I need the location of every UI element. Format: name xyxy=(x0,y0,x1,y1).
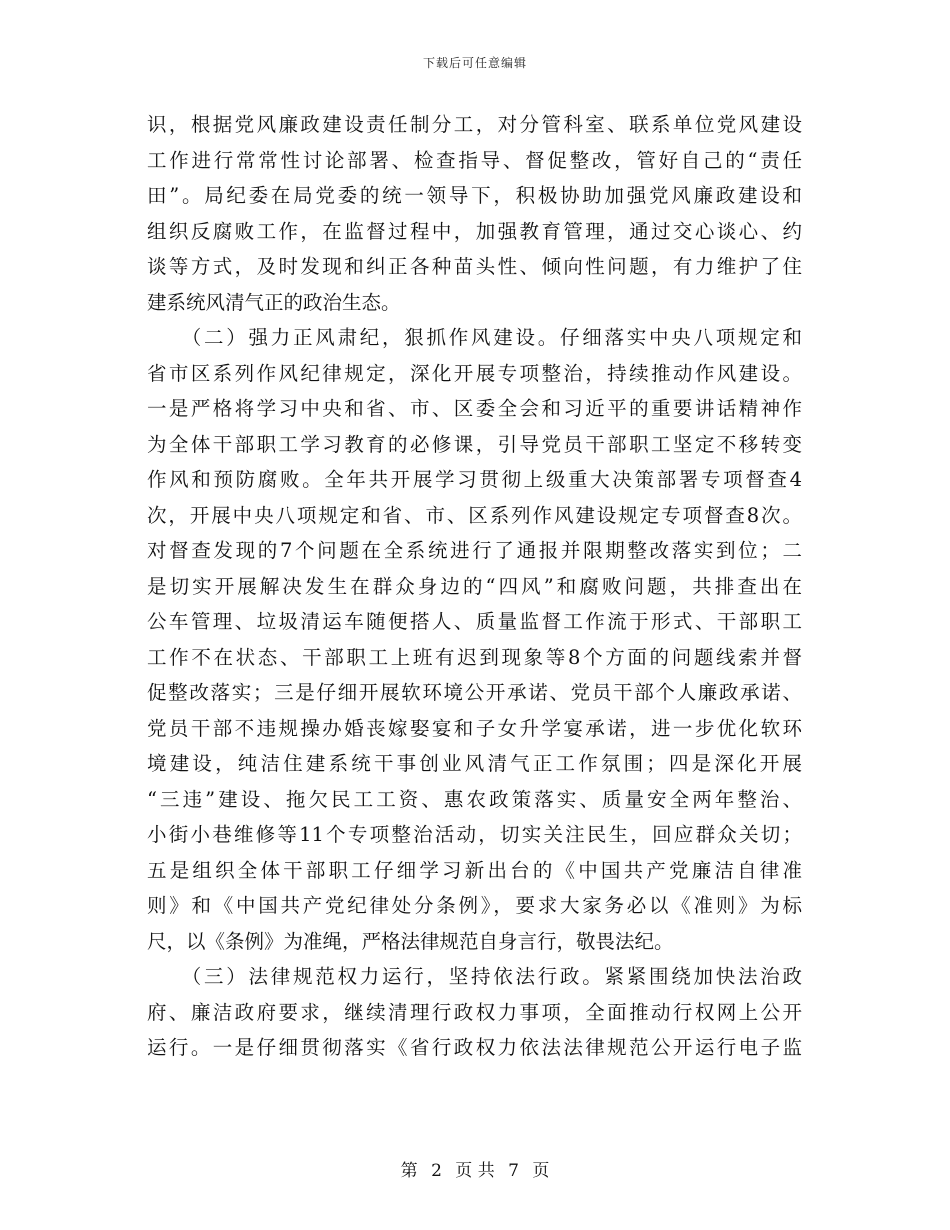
body-line: 作风和预防腐败。全年共开展学习贯彻上级重大决策部署专项督查4 xyxy=(147,468,802,491)
current-page-number: 2 xyxy=(431,1161,442,1181)
document-body xyxy=(147,107,802,1066)
body-line: 则》和《中国共产党纪律处分条例》，要求大家务必以《准则》为标 xyxy=(147,894,802,917)
footer-middle: 页 共 xyxy=(455,1161,495,1181)
body-line: 对督查发现的7个问题在全系统进行了通报并限期整改落实到位；二 xyxy=(147,539,802,562)
body-line: 工作不在状态、干部职工上班有迟到现象等8个方面的问题线索并督 xyxy=(147,645,802,669)
body-line: 识，根据党风廉政建设责任制分工，对分管科室、联系单位党风建设 xyxy=(147,113,802,136)
footer-prefix: 第 xyxy=(400,1161,418,1181)
body-line: 境建设，纯洁住建系统干事创业风清气正工作氛围；四是深化开展 xyxy=(147,752,802,775)
body-line: 运行。一是仔细贯彻落实《省行政权力依法法律规范公开运行电子监 xyxy=(147,1036,802,1059)
body-line: 次，开展中央八项规定和省、市、区系列作风建设规定专项督查8次。 xyxy=(147,503,802,527)
body-line: 促整改落实；三是仔细开展软环境公开承诺、党员干部个人廉政承诺、 xyxy=(147,681,802,704)
total-pages-number: 7 xyxy=(508,1161,519,1181)
body-line: 是切实开展解决发生在群众身边的“四风”和腐败问题，共排查出在 xyxy=(147,574,802,598)
body-line: 谈等方式，及时发现和纠正各种苗头性、倾向性问题，有力维护了住 xyxy=(147,255,802,278)
page-footer xyxy=(0,1156,950,1181)
body-line: “三违”建设、拖欠民工工资、惠农政策落实、质量安全两年整治、 xyxy=(147,787,802,811)
body-line: 尺，以《条例》为准绳，严格法律规范自身言行，敬畏法纪。 xyxy=(147,929,674,953)
page-header: 下载后可任意编辑 xyxy=(422,56,527,70)
body-line: 府、廉洁政府要求，继续清理行政权力事项，全面推动行权网上公开 xyxy=(147,1000,802,1024)
body-line: 组织反腐败工作，在监督过程中，加强教育管理，通过交心谈心、约 xyxy=(147,219,802,243)
body-line: 党员干部不违规操办婚丧嫁娶宴和子女升学宴承诺，进一步优化软环 xyxy=(147,716,802,740)
body-line: 公车管理、垃圾清运车随便搭人、质量监督工作流于形式、干部职工 xyxy=(147,610,802,633)
body-line: 小街小巷维修等11个专项整治活动，切实关注民生，回应群众关切； xyxy=(147,823,802,846)
body-line: （三）法律规范权力运行，坚持依法行政。紧紧围绕加快法治政 xyxy=(147,965,802,988)
body-line: 一是严格将学习中央和省、市、区委全会和习近平的重要讲话精神作 xyxy=(147,397,802,420)
body-line: 建系统风清气正的政治生态。 xyxy=(147,290,401,314)
body-line: 省市区系列作风纪律规定，深化开展专项整治，持续推动作风建设。 xyxy=(147,361,802,385)
body-line: 五是组织全体干部职工仔细学习新出台的《中国共产党廉洁自律准 xyxy=(147,858,802,882)
footer-suffix: 页 xyxy=(532,1161,550,1181)
body-line: 工作进行常常性讨论部署、检查指导、督促整改，管好自己的“责任 xyxy=(147,148,802,172)
body-line: （二）强力正风肃纪，狠抓作风建设。仔细落实中央八项规定和 xyxy=(147,326,802,349)
body-line: 田”。局纪委在局党委的统一领导下，积极协助加强党风廉政建设和 xyxy=(147,184,802,207)
body-line: 为全体干部职工学习教育的必修课，引导党员干部职工坚定不移转变 xyxy=(147,432,802,456)
